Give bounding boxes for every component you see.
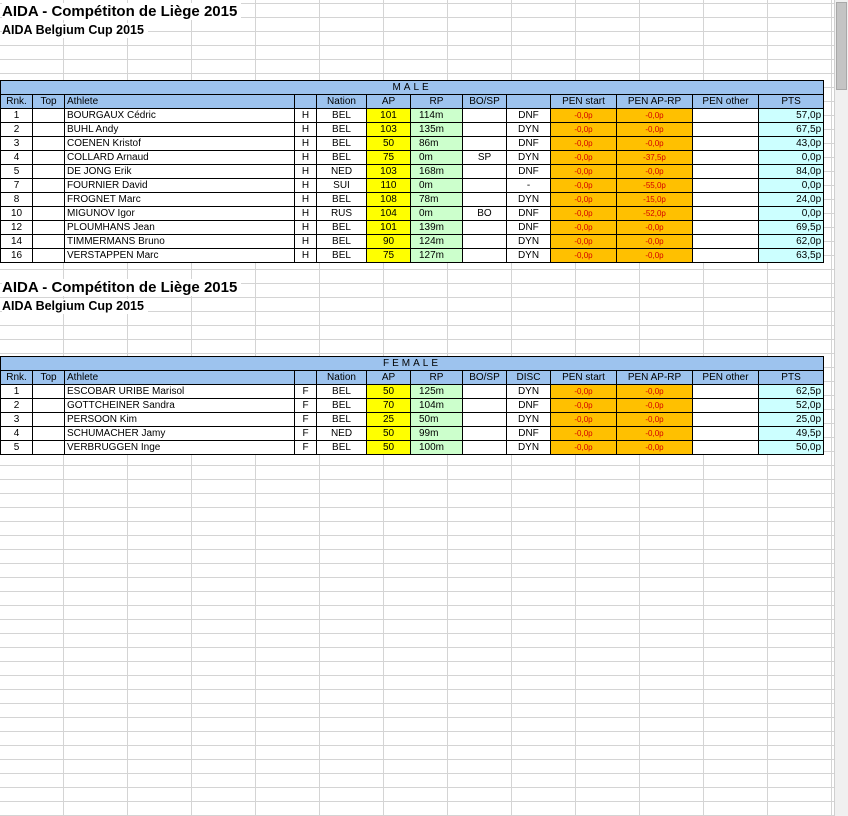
pen-other-cell [693, 179, 759, 193]
competition-subtitle: AIDA Belgium Cup 2015 [2, 299, 148, 314]
pen-other-cell [693, 207, 759, 221]
nation-cell: BEL [317, 235, 367, 249]
pen-start-cell: -0,0p [551, 165, 617, 179]
pen-start-cell: -0,0p [551, 249, 617, 263]
ap-cell: 70 [367, 399, 411, 413]
column-header-pen-other: PEN other [693, 95, 759, 109]
gender-cell: F [295, 399, 317, 413]
category-banner-row [1, 357, 824, 371]
table-row [1, 413, 824, 427]
rp-cell: 0m [411, 179, 463, 193]
bo-sp-cell [463, 123, 507, 137]
top-cell [33, 151, 65, 165]
athlete-cell: VERBRUGGEN Inge [65, 441, 295, 455]
gender-cell: H [295, 249, 317, 263]
nation-cell: BEL [317, 221, 367, 235]
category-banner: MALE [1, 81, 824, 95]
bo-sp-cell [463, 165, 507, 179]
athlete-cell: BUHL Andy [65, 123, 295, 137]
ap-cell: 50 [367, 137, 411, 151]
female-results-table [0, 356, 824, 455]
table-row [1, 249, 824, 263]
rank-cell: 8 [1, 193, 33, 207]
column-header-pen-start: PEN start [551, 95, 617, 109]
athlete-cell: DE JONG Erik [65, 165, 295, 179]
pen-other-cell [693, 165, 759, 179]
pen-other-cell [693, 221, 759, 235]
disc-cell: DNF [507, 137, 551, 151]
competition-title: AIDA - Compétiton de Liège 2015 [2, 3, 241, 20]
rp-cell: 0m [411, 207, 463, 221]
disc-cell: DYN [507, 249, 551, 263]
table-row [1, 385, 824, 399]
column-header-pen-other: PEN other [693, 371, 759, 385]
table-row [1, 427, 824, 441]
rank-cell: 2 [1, 399, 33, 413]
top-cell [33, 385, 65, 399]
top-cell [33, 165, 65, 179]
rank-cell: 3 [1, 137, 33, 151]
top-cell [33, 123, 65, 137]
nation-cell: BEL [317, 413, 367, 427]
column-header-pen-ap-rp: PEN AP-RP [617, 95, 693, 109]
category-banner-row [1, 81, 824, 95]
column-header-top: Top [33, 95, 65, 109]
bo-sp-cell [463, 413, 507, 427]
pts-cell: 69,5p [759, 221, 824, 235]
rank-cell: 1 [1, 109, 33, 123]
competition-title: AIDA - Compétiton de Liège 2015 [2, 279, 241, 296]
pen-ap-rp-cell: -0,0p [617, 441, 693, 455]
pen-start-cell: -0,0p [551, 151, 617, 165]
gender-cell: F [295, 385, 317, 399]
table-row [1, 151, 824, 165]
athlete-cell: COENEN Kristof [65, 137, 295, 151]
disc-cell: DNF [507, 427, 551, 441]
gender-cell: H [295, 207, 317, 221]
column-header-pen-ap-rp: PEN AP-RP [617, 371, 693, 385]
pen-ap-rp-cell: -0,0p [617, 385, 693, 399]
rank-cell: 3 [1, 413, 33, 427]
table-row [1, 179, 824, 193]
bo-sp-cell [463, 221, 507, 235]
ap-cell: 75 [367, 151, 411, 165]
pen-start-cell: -0,0p [551, 235, 617, 249]
column-header-rank: Rnk. [1, 371, 33, 385]
pen-ap-rp-cell: -0,0p [617, 221, 693, 235]
pen-start-cell: -0,0p [551, 179, 617, 193]
vertical-scrollbar[interactable] [834, 0, 848, 816]
column-header-gender [295, 371, 317, 385]
nation-cell: BEL [317, 385, 367, 399]
gender-cell: H [295, 165, 317, 179]
nation-cell: BEL [317, 109, 367, 123]
top-cell [33, 441, 65, 455]
rp-cell: 125m [411, 385, 463, 399]
gender-cell: F [295, 427, 317, 441]
column-header-rank: Rnk. [1, 95, 33, 109]
athlete-cell: MIGUNOV Igor [65, 207, 295, 221]
ap-cell: 104 [367, 207, 411, 221]
nation-cell: BEL [317, 193, 367, 207]
pts-cell: 67,5p [759, 123, 824, 137]
column-header-ap: AP [367, 371, 411, 385]
rp-cell: 135m [411, 123, 463, 137]
rp-cell: 0m [411, 151, 463, 165]
rp-cell: 99m [411, 427, 463, 441]
disc-cell: DYN [507, 151, 551, 165]
ap-cell: 108 [367, 193, 411, 207]
rank-cell: 7 [1, 179, 33, 193]
pen-ap-rp-cell: -0,0p [617, 123, 693, 137]
top-cell [33, 249, 65, 263]
pen-other-cell [693, 137, 759, 151]
rp-cell: 127m [411, 249, 463, 263]
athlete-cell: ESCOBAR URIBE Marisol [65, 385, 295, 399]
rp-cell: 50m [411, 413, 463, 427]
bo-sp-cell [463, 385, 507, 399]
column-header-pts: PTS [759, 371, 824, 385]
column-header-bo-sp: BO/SP [463, 371, 507, 385]
nation-cell: SUI [317, 179, 367, 193]
pen-start-cell: -0,0p [551, 193, 617, 207]
ap-cell: 101 [367, 221, 411, 235]
ap-cell: 101 [367, 109, 411, 123]
column-header-athlete: Athlete [65, 371, 295, 385]
pen-other-cell [693, 235, 759, 249]
top-cell [33, 221, 65, 235]
disc-cell: DNF [507, 207, 551, 221]
bo-sp-cell [463, 137, 507, 151]
athlete-cell: BOURGAUX Cédric [65, 109, 295, 123]
rank-cell: 1 [1, 385, 33, 399]
ap-cell: 50 [367, 385, 411, 399]
top-cell [33, 193, 65, 207]
rp-cell: 139m [411, 221, 463, 235]
table-row [1, 137, 824, 151]
rp-cell: 168m [411, 165, 463, 179]
top-cell [33, 137, 65, 151]
rank-cell: 10 [1, 207, 33, 221]
table-row [1, 193, 824, 207]
top-cell [33, 109, 65, 123]
nation-cell: NED [317, 165, 367, 179]
column-header-row [1, 95, 824, 109]
nation-cell: BEL [317, 123, 367, 137]
top-cell [33, 413, 65, 427]
rp-cell: 114m [411, 109, 463, 123]
athlete-cell: VERSTAPPEN Marc [65, 249, 295, 263]
column-header-rp: RP [411, 95, 463, 109]
rank-cell: 2 [1, 123, 33, 137]
pen-ap-rp-cell: -55,0p [617, 179, 693, 193]
pen-ap-rp-cell: -0,0p [617, 165, 693, 179]
pen-start-cell: -0,0p [551, 207, 617, 221]
athlete-cell: GOTTCHEINER Sandra [65, 399, 295, 413]
disc-cell: DNF [507, 109, 551, 123]
column-header-nation: Nation [317, 371, 367, 385]
gender-cell: H [295, 221, 317, 235]
pen-ap-rp-cell: -0,0p [617, 413, 693, 427]
bo-sp-cell: BO [463, 207, 507, 221]
column-header-disc: DISC [507, 371, 551, 385]
bo-sp-cell [463, 179, 507, 193]
pen-start-cell: -0,0p [551, 441, 617, 455]
pts-cell: 57,0p [759, 109, 824, 123]
pts-cell: 50,0p [759, 441, 824, 455]
rank-cell: 4 [1, 151, 33, 165]
bo-sp-cell [463, 235, 507, 249]
rank-cell: 16 [1, 249, 33, 263]
gender-cell: F [295, 413, 317, 427]
athlete-cell: PERSOON Kim [65, 413, 295, 427]
pen-ap-rp-cell: -0,0p [617, 137, 693, 151]
column-header-row [1, 371, 824, 385]
column-header-ap: AP [367, 95, 411, 109]
rp-cell: 100m [411, 441, 463, 455]
column-header-disc [507, 95, 551, 109]
nation-cell: BEL [317, 441, 367, 455]
bo-sp-cell [463, 399, 507, 413]
athlete-cell: FROGNET Marc [65, 193, 295, 207]
pen-other-cell [693, 193, 759, 207]
rank-cell: 5 [1, 441, 33, 455]
rp-cell: 124m [411, 235, 463, 249]
athlete-cell: SCHUMACHER Jamy [65, 427, 295, 441]
bo-sp-cell [463, 193, 507, 207]
top-cell [33, 179, 65, 193]
pen-start-cell: -0,0p [551, 123, 617, 137]
gender-cell: H [295, 137, 317, 151]
gender-cell: F [295, 441, 317, 455]
table-row [1, 207, 824, 221]
pts-cell: 84,0p [759, 165, 824, 179]
pen-other-cell [693, 427, 759, 441]
top-cell [33, 399, 65, 413]
column-header-rp: RP [411, 371, 463, 385]
table-row [1, 235, 824, 249]
disc-cell: DNF [507, 399, 551, 413]
pts-cell: 25,0p [759, 413, 824, 427]
pts-cell: 0,0p [759, 151, 824, 165]
disc-cell: DNF [507, 165, 551, 179]
pen-other-cell [693, 151, 759, 165]
column-header-pen-start: PEN start [551, 371, 617, 385]
pen-ap-rp-cell: -0,0p [617, 109, 693, 123]
bo-sp-cell [463, 441, 507, 455]
pen-ap-rp-cell: -0,0p [617, 249, 693, 263]
table-row [1, 123, 824, 137]
pen-other-cell [693, 109, 759, 123]
ap-cell: 50 [367, 427, 411, 441]
pen-start-cell: -0,0p [551, 427, 617, 441]
table-row [1, 221, 824, 235]
ap-cell: 25 [367, 413, 411, 427]
top-cell [33, 235, 65, 249]
table-row [1, 399, 824, 413]
column-header-top: Top [33, 371, 65, 385]
pts-cell: 52,0p [759, 399, 824, 413]
top-cell [33, 427, 65, 441]
gender-cell: H [295, 123, 317, 137]
pts-cell: 0,0p [759, 179, 824, 193]
pen-start-cell: -0,0p [551, 399, 617, 413]
pen-other-cell [693, 413, 759, 427]
rp-cell: 86m [411, 137, 463, 151]
pen-ap-rp-cell: -15,0p [617, 193, 693, 207]
gender-cell: H [295, 151, 317, 165]
competition-subtitle: AIDA Belgium Cup 2015 [2, 23, 148, 38]
pen-start-cell: -0,0p [551, 109, 617, 123]
column-header-gender [295, 95, 317, 109]
ap-cell: 110 [367, 179, 411, 193]
scrollbar-thumb[interactable] [836, 2, 847, 90]
ap-cell: 103 [367, 123, 411, 137]
athlete-cell: FOURNIER David [65, 179, 295, 193]
pts-cell: 0,0p [759, 207, 824, 221]
gender-cell: H [295, 109, 317, 123]
pen-start-cell: -0,0p [551, 385, 617, 399]
nation-cell: RUS [317, 207, 367, 221]
pts-cell: 43,0p [759, 137, 824, 151]
ap-cell: 90 [367, 235, 411, 249]
athlete-cell: COLLARD Arnaud [65, 151, 295, 165]
nation-cell: BEL [317, 137, 367, 151]
athlete-cell: TIMMERMANS Bruno [65, 235, 295, 249]
rank-cell: 14 [1, 235, 33, 249]
disc-cell: DYN [507, 413, 551, 427]
pen-other-cell [693, 441, 759, 455]
nation-cell: BEL [317, 151, 367, 165]
pen-ap-rp-cell: -0,0p [617, 399, 693, 413]
disc-cell: DYN [507, 385, 551, 399]
column-header-bo-sp: BO/SP [463, 95, 507, 109]
column-header-nation: Nation [317, 95, 367, 109]
disc-cell: DYN [507, 235, 551, 249]
pen-other-cell [693, 249, 759, 263]
pen-ap-rp-cell: -0,0p [617, 427, 693, 441]
top-cell [33, 207, 65, 221]
table-row [1, 441, 824, 455]
bo-sp-cell [463, 427, 507, 441]
pen-start-cell: -0,0p [551, 137, 617, 151]
male-results-table [0, 80, 824, 263]
nation-cell: BEL [317, 249, 367, 263]
pen-other-cell [693, 385, 759, 399]
athlete-cell: PLOUMHANS Jean [65, 221, 295, 235]
table-row [1, 109, 824, 123]
disc-cell: DNF [507, 221, 551, 235]
pts-cell: 63,5p [759, 249, 824, 263]
bo-sp-cell: SP [463, 151, 507, 165]
pen-other-cell [693, 399, 759, 413]
nation-cell: NED [317, 427, 367, 441]
ap-cell: 75 [367, 249, 411, 263]
bo-sp-cell [463, 109, 507, 123]
gender-cell: H [295, 193, 317, 207]
nation-cell: BEL [317, 399, 367, 413]
gender-cell: H [295, 235, 317, 249]
pen-start-cell: -0,0p [551, 221, 617, 235]
pts-cell: 62,5p [759, 385, 824, 399]
column-header-pts: PTS [759, 95, 824, 109]
rp-cell: 78m [411, 193, 463, 207]
rank-cell: 5 [1, 165, 33, 179]
pen-ap-rp-cell: -52,0p [617, 207, 693, 221]
ap-cell: 103 [367, 165, 411, 179]
pen-start-cell: -0,0p [551, 413, 617, 427]
pts-cell: 49,5p [759, 427, 824, 441]
disc-cell: DYN [507, 193, 551, 207]
disc-cell: DYN [507, 441, 551, 455]
disc-cell: DYN [507, 123, 551, 137]
pts-cell: 62,0p [759, 235, 824, 249]
table-row [1, 165, 824, 179]
rp-cell: 104m [411, 399, 463, 413]
disc-cell: - [507, 179, 551, 193]
bo-sp-cell [463, 249, 507, 263]
pen-ap-rp-cell: -37,5p [617, 151, 693, 165]
category-banner: FEMALE [1, 357, 824, 371]
column-header-athlete: Athlete [65, 95, 295, 109]
rank-cell: 4 [1, 427, 33, 441]
pen-other-cell [693, 123, 759, 137]
ap-cell: 50 [367, 441, 411, 455]
pts-cell: 24,0p [759, 193, 824, 207]
gender-cell: H [295, 179, 317, 193]
pen-ap-rp-cell: -0,0p [617, 235, 693, 249]
rank-cell: 12 [1, 221, 33, 235]
